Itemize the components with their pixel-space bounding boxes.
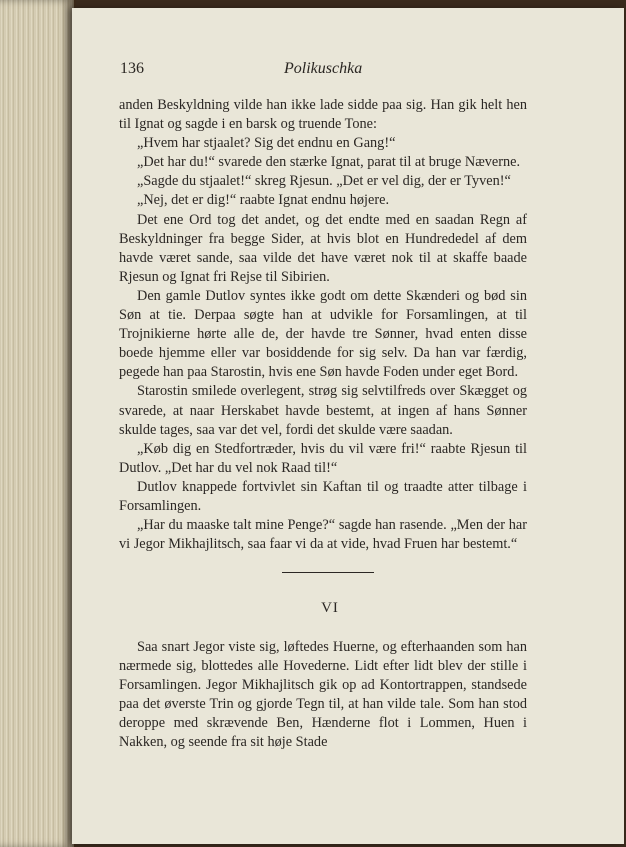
page-header (120, 60, 526, 86)
paragraph: anden Beskyldning vilde han ikke lade sidde paa sig. Han gik helt hen til Ignat og sagde i en barsk og truende Tone: (119, 97, 527, 133)
paragraph: Saa snart Jegor viste sig, løftedes Huerne, og efterhaanden som han nærmede sig, blottedes alle Hovederne. Lidt efter lidt blev der stille i Forsamlingen. Jegor Mikhajlitsch gik op ad Kontortrappen, standsede paa det øverste Trin og gjorde Tegn til, at han vilde tale. Som han stod deroppe med skrævende Ben, Hænderne flot i Lommen, Huen i Nakken, og seende fra sit høje Stade (119, 639, 527, 751)
paragraph: „Nej, det er dig!“ raabte Ignat endnu højere. (137, 192, 390, 209)
paragraph: „Hvem har stjaalet? Sig det endnu en Gang!“ (137, 135, 396, 152)
paragraph: „Køb dig en Stedfortræder, hvis du vil være fri!“ raabte Rjesun til Dutlov. „Det har du vel nok Raad til!“ (119, 440, 527, 476)
section-divider (282, 572, 374, 573)
page-number: 136 (120, 60, 144, 77)
paragraph: „Det har du!“ svarede den stærke Ignat, parat til at bruge Næverne. (137, 154, 521, 171)
running-title: Polikuschka (284, 60, 363, 77)
section-heading: VI (321, 600, 339, 616)
section-text (119, 638, 527, 753)
paragraph: Den gamle Dutlov syntes ikke godt om dette Skænderi og bød sin Søn at tie. Derpaa søgte han at udvikle for Forsamlingen, at til Trojnikierne hørte alle de, der havde tre Sønner, hvad enten disse boede hjemme eller var bosiddende for sig selv. Da han var færdig, pegede han paa Starostin, hvis ene Søn havde Foden under eget Bord. (119, 287, 527, 381)
paragraph: „Sagde du stjaalet!“ skreg Rjesun. „Det er vel dig, der er Tyven!“ (137, 173, 511, 190)
body-text (119, 96, 527, 554)
paragraph: Dutlov knappede fortvivlet sin Kaftan til og traadte atter tilbage i Forsamlingen. (119, 478, 527, 514)
paragraph: Starostin smilede overlegent, strøg sig selvtilfreds over Skægget og svarede, at naar Herskabet havde bestemt, at ingen af hans Sønner skulde tages, saa var det vel, fordi det skulde være saadan. (119, 383, 527, 438)
paragraph: Det ene Ord tog det andet, og det endte med en saadan Regn af Beskyldninger fra begge Sider, at hvis blot en Hundrededel af dem havde været sande, saa vilde det have været nok til at skaffe baade Rjesun og Ignat fri Rejse til Sibirien. (119, 211, 527, 285)
paragraph: „Har du maaske talt mine Penge?“ sagde han rasende. „Men der har vi Jegor Mikhajlitsch, saa faar vi da at vide, hvad Fruen har bestemt.“ (119, 517, 527, 553)
